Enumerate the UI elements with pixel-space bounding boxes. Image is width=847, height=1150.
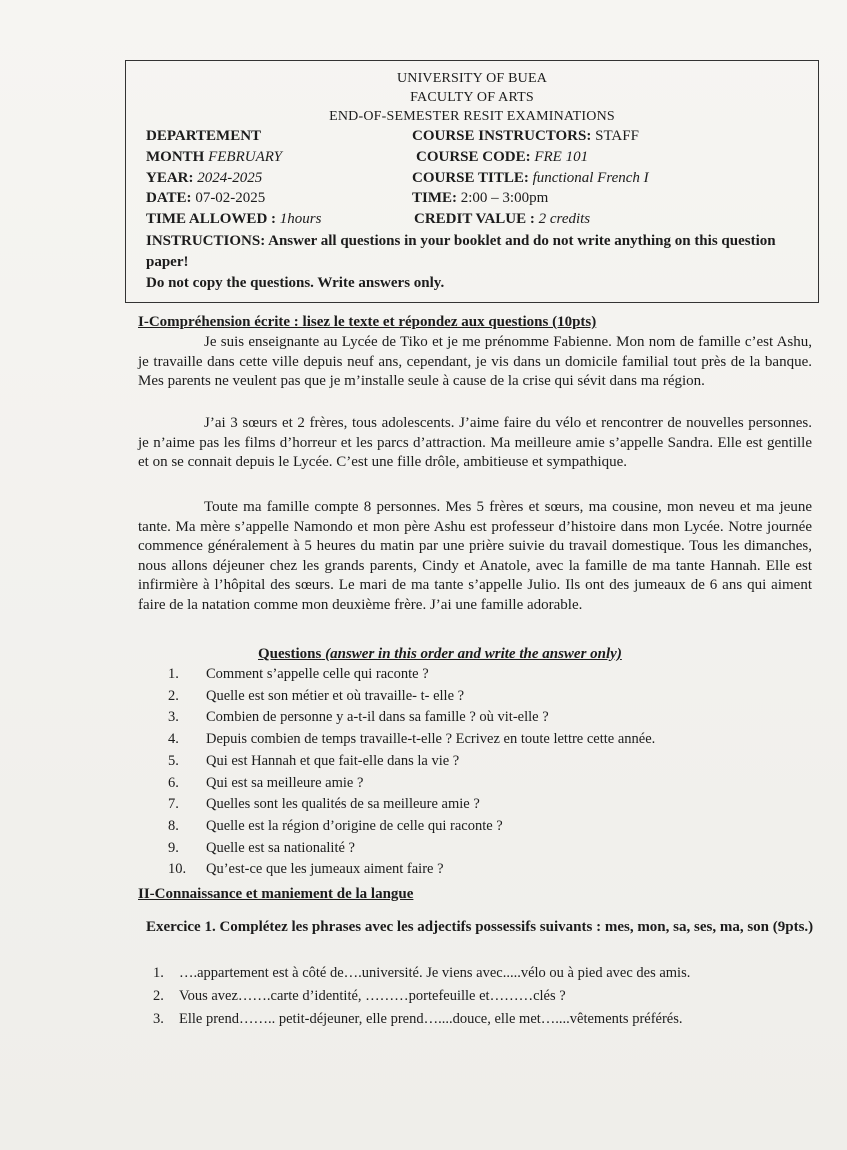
exercise-1-list bbox=[153, 962, 690, 1031]
date-row bbox=[146, 189, 265, 207]
course-title-row bbox=[412, 169, 649, 187]
course-title-value: functional French I bbox=[532, 170, 649, 186]
department-label: DEPARTEMENT bbox=[146, 128, 262, 144]
list-item: 8. Quelle est la région d’origine de celle qui raconte ? bbox=[168, 817, 503, 834]
list-item: 3. Elle prend…….. petit-déjeuner, elle prend…....douce, elle met…....vêtements préférés. bbox=[153, 1011, 683, 1027]
list-item: 1. ….appartement est à côté de….université. Je viens avec.....vélo ou à pied avec des amis. bbox=[153, 965, 691, 981]
credit-value: 2 credits bbox=[538, 211, 591, 227]
list-item: 6. Qui est sa meilleure amie ? bbox=[168, 774, 364, 791]
list-item: 4. Depuis combien de temps travaille-t-elle ? Ecrivez en toute lettre cette année. bbox=[168, 731, 656, 748]
month-label: MONTH bbox=[146, 149, 205, 165]
month-row bbox=[146, 148, 282, 166]
course-code-value: FRE 101 bbox=[534, 149, 589, 165]
questions-list bbox=[168, 664, 655, 881]
date-label: DATE: bbox=[146, 190, 192, 206]
questions-title bbox=[258, 646, 622, 663]
time-allowed-label: TIME ALLOWED : bbox=[146, 211, 277, 227]
questions-label: Questions bbox=[258, 646, 322, 662]
credit-label: CREDIT VALUE : bbox=[414, 211, 535, 227]
course-title-label: COURSE TITLE: bbox=[412, 170, 529, 186]
year-row bbox=[146, 169, 262, 187]
year-value: 2024-2025 bbox=[197, 170, 263, 186]
instructors-label: COURSE INSTRUCTORS: bbox=[412, 128, 592, 144]
section-2-title: II-Connaissance et maniement de la langue bbox=[138, 886, 414, 902]
list-item: 1. Comment s’appelle celle qui raconte ? bbox=[168, 666, 429, 682]
year-label: YEAR: bbox=[146, 170, 194, 186]
time-allowed-value: 1hours bbox=[279, 211, 322, 227]
paragraph-1: Je suis enseignante au Lycée de Tiko et je me prénomme Fabienne. Mon nom de famille c’est Ashu, je travaille dans cette ville depuis neuf ans, cependant, je vis dans un domicile familial tout près de la banque. Mes parents ne veulent pas que je m’installe seule à cause de la crise qui sévit dans ma région. bbox=[138, 334, 812, 390]
paragraph-3: Toute ma famille compte 8 personnes. Mes 5 frères et sœurs, ma cousine, mon neveu et ma jeune tante. Ma mère s’appelle Namondo et mon père Ashu est professeur d’histoire dans mon Lycée. Notre journée commence généralement à 5 heures du matin par une prière suivie du travail domestique. Tous les dimanches, nous allons déjeuner chez les grands parents, Cindy et Anatole, avec la famille de ma tante Hannah. Elle est infirmière à l’hôpital des sœurs. Le mari de ma tante s’appelle Julio. Ils ont des jumeaux de 6 ans qui aiment faire de la natation comme mon deuxième frère. J’ai une famille adorable. bbox=[138, 499, 812, 613]
exercise-1-title: Exercice 1. Complétez les phrases avec les adjectifs possessifs suivants : mes, mon, sa, ses, ma, son (9pts.) bbox=[146, 919, 814, 935]
time-row bbox=[412, 189, 548, 207]
time-value: 2:00 – 3:00pm bbox=[460, 190, 549, 206]
list-item: 7. Quelles sont les qualités de sa meilleure amie ? bbox=[168, 796, 480, 813]
list-item: 2. Quelle est son métier et où travaille- t- elle ? bbox=[168, 687, 465, 704]
list-item: 2. Vous avez…….carte d’identité, ………portefeuille et………clés ? bbox=[153, 988, 566, 1004]
list-item: 9. Quelle est sa nationalité ? bbox=[168, 839, 355, 856]
section-1-title: I-Compréhension écrite : lisez le texte et répondez aux questions (10pts) bbox=[138, 314, 597, 330]
instructions-text: INSTRUCTIONS: Answer all questions in your booklet and do not write anything on this question paper! bbox=[146, 233, 776, 270]
paragraph-2: J’ai 3 sœurs et 2 frères, tous adolescents. J’aime faire du vélo et rencontrer de nouvelles personnes. je n’aime pas les films d’horreur et les parcs d’attraction. Ma meilleure amie s’appelle Sandra. Elle est gentille et on se connait depuis le Lycée. C’est une fille drôle, ambitieuse et sympathique. bbox=[138, 415, 812, 471]
list-item: 3. Combien de personne y a-t-il dans sa famille ? où vit-elle ? bbox=[168, 709, 549, 726]
date-value: 07-02-2025 bbox=[195, 190, 266, 206]
faculty-name: FACULTY OF ARTS bbox=[410, 90, 534, 105]
instructors-value: STAFF bbox=[595, 128, 639, 144]
course-code-label: COURSE CODE: bbox=[416, 149, 531, 165]
questions-note: (answer in this order and write the answer only) bbox=[325, 646, 622, 662]
university-name: UNIVERSITY OF BUEA bbox=[396, 71, 548, 86]
exam-name: END-OF-SEMESTER RESIT EXAMINATIONS bbox=[329, 109, 615, 124]
time-allowed-row bbox=[146, 210, 321, 228]
credit-row bbox=[414, 210, 590, 228]
instructions-text-2: Do not copy the questions. Write answers only. bbox=[146, 275, 445, 291]
instructors-row bbox=[412, 127, 639, 145]
list-item: 10. Qu’est-ce que les jumeaux aiment faire ? bbox=[168, 861, 444, 878]
time-label: TIME: bbox=[412, 190, 457, 206]
list-item: 5. Qui est Hannah et que fait-elle dans la vie ? bbox=[168, 752, 460, 769]
month-value: FEBRUARY bbox=[208, 149, 282, 165]
course-code-row bbox=[416, 148, 588, 166]
